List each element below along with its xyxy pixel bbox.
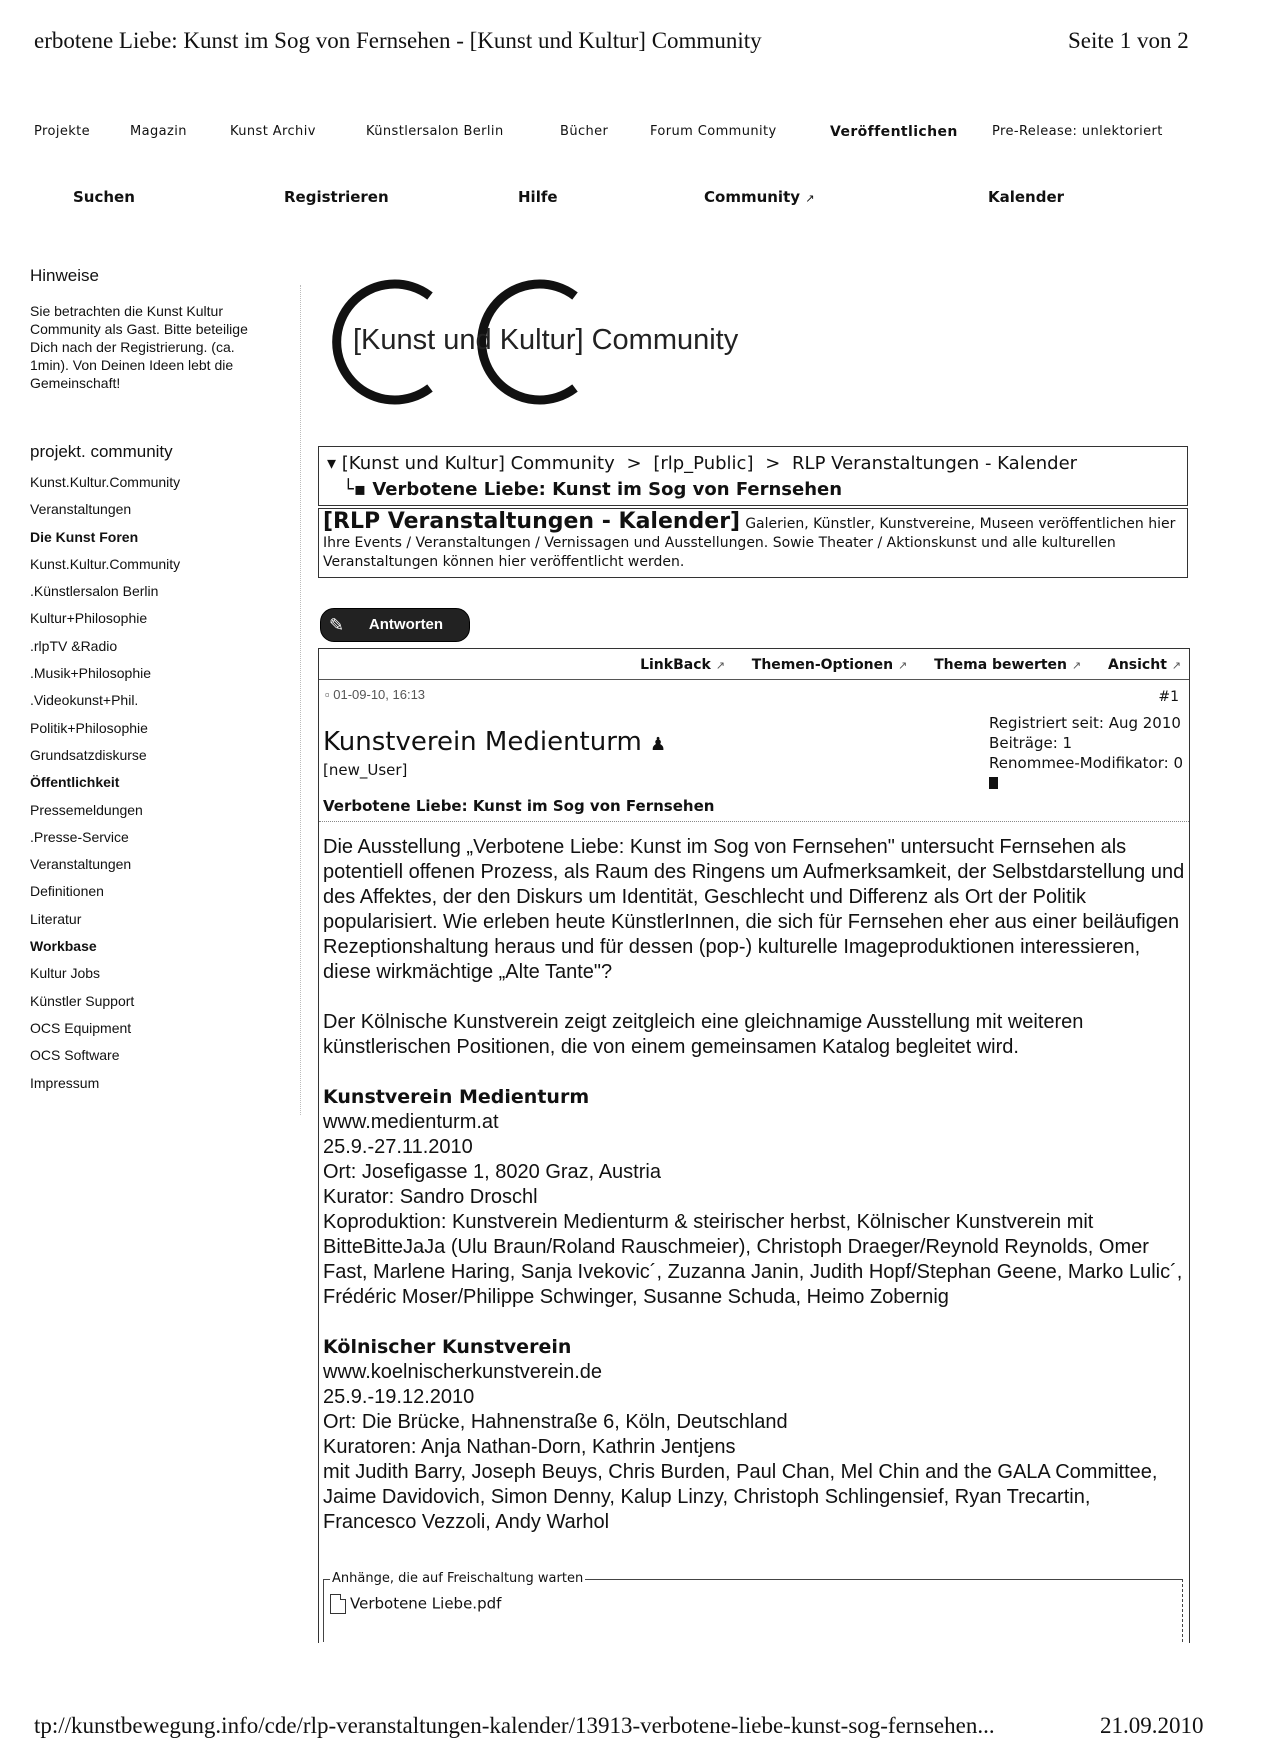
post-number-link[interactable]: #1 [1158,689,1179,705]
user-info [989,713,1183,789]
attachments-box [323,1571,1183,1642]
forum-title: [RLP Veranstaltungen - Kalender] [323,509,741,534]
divider [319,821,1189,822]
venue-link[interactable]: www.medienturm.at [323,1111,499,1133]
thread-title: Verbotene Liebe: Kunst im Sog von Fernsehen [372,479,843,500]
venue-artists: mit Judith Barry, Joseph Beuys, Chris Burden, Paul Chan, Mel Chin and the GALA Committee, Jaime Davidovich, Simon Denny, Kalup Linzy, Christoph Schlingensief, Ryan Trecartin, Francesco Vezzoli, Andy Warhol [323,1461,1158,1533]
nav-forum-community[interactable]: Forum Community [650,124,777,139]
linkback-menu[interactable]: LinkBack ↗ [640,657,725,673]
menu-arrow-icon: ↗ [805,192,815,205]
venue-place: Ort: Josefigasse 1, 8020 Graz, Austria [323,1161,661,1183]
print-footer-date: 21.09.2010 [1100,1713,1204,1738]
sidebar-list [30,472,300,1100]
post-icon: ▫ [325,687,330,702]
reputation-icon [989,777,998,789]
post-body [323,835,1185,1560]
sidebar [30,266,300,1100]
nav-community[interactable] [704,188,814,206]
sidebar-item[interactable]: OCS Equipment [30,1019,132,1036]
sidebar-item[interactable]: OCS Software [30,1047,120,1064]
breadcrumb-path [327,453,1077,474]
breadcrumb-current-thread [343,479,842,500]
breadcrumb-separator: > [765,453,781,474]
forum-home-icon: ▾ [327,453,337,474]
rate-thread-menu[interactable]: Thema bewerten ↗ [934,657,1082,673]
sidebar-item[interactable]: Pressemeldungen [30,801,143,818]
reply-button[interactable] [320,608,470,642]
venue-link[interactable]: www.koelnischerkunstverein.de [323,1361,603,1383]
sidebar-item[interactable]: .Künstlersalon Berlin [30,583,159,600]
sidebar-item[interactable]: .Musik+Philosophie [30,665,152,682]
sidebar-hint-title: Hinweise [30,266,99,285]
venue-artists: Koproduktion: Kunstverein Medienturm & steirischer herbst, Kölnischer Kunstverein mit BitteBitteJaJa (Ulu Braun/Roland Rauschmeier), Christoph Draeger/Reynold Reynolds, Omer Fast, Marlene Haring, Sanja Ivekovic´, Zuzanna Janin, Judith Hopf/Stephan Geene, Marko Lulic´, Frédéric Moser/Philippe Schwinger, Susanne Schuda, Heimo Zobernig [323,1211,1183,1308]
breadcrumb-separator: > [626,453,642,474]
post-paragraph: Die Ausstellung „Verbotene Liebe: Kunst im Sog von Fernsehen" untersucht Fernsehen als potentiell offenen Prozess, als Raum des Ringens um Aufmerksamkeit, der Selbstdarstellung und des Affektes, der den Diskurs um Identität, Geschlecht und Differenz als Ort der Politik popularisiert. Wie erleben heute KünstlerInnen, die sich für Fernsehen eher aus einer beiläufigen Rezeptionshaltung heraus und für dessen (pop-) kulturelle Imageproduktionen interessieren, diese wirkmächtige „Alte Tante"? [323,836,1185,983]
sidebar-item[interactable]: Impressum [30,1074,100,1091]
thread-icon: └▪ [343,479,367,500]
nav-veroeffentlichen[interactable]: Veröffentlichen [830,124,958,140]
reply-button-label: Antworten [368,616,444,633]
print-page-number: Seite 1 von 2 [1068,28,1189,53]
sidebar-item[interactable]: Politik+Philosophie [30,719,148,736]
post-paragraph: Der Kölnische Kunstverein zeigt zeitgleich eine gleichnamige Ausstellung mit weiteren künstlerischen Positionen, die von einem gemeinsamen Katalog begleitet wird. [323,1011,1084,1058]
post-author-name: Kunstverein Medienturm [323,727,642,757]
breadcrumb [318,446,1188,506]
venue-curator: Kurator: Sandro Droschl [323,1186,538,1208]
nav-pre-release[interactable]: Pre-Release: unlektoriert [992,124,1163,139]
nav-hilfe[interactable]: Hilfe [518,188,558,206]
sidebar-item[interactable]: .Videokunst+Phil. [30,692,139,709]
sidebar-item[interactable]: .rlpTV &Radio [30,637,118,654]
menu-arrow-icon: ↗ [1071,659,1082,672]
user-rank: [new_User] [323,761,408,779]
sidebar-nav-title: projekt. community [30,442,173,461]
sidebar-item[interactable]: Definitionen [30,883,104,900]
forum-description: Galerien, Künstler, Kunstvereine, Museen veröffentlichen hier Ihre Events / Veranstaltungen / Vernissagen und Ausstellungen. Sowie Theater / Aktionskunst und alle kulturellen Veranstaltungen können hier veröffentlicht werden. [323,516,1176,570]
menu-arrow-icon: ↗ [1171,659,1181,672]
sidebar-hint-text: Sie betrachten die Kunst Kultur Community als Gast. Bitte beteilige Dich nach der Registrierung. (ca. 1min). Von Deinen Ideen lebt die Gemeinschaft! [30,303,248,391]
pdf-file-icon [330,1594,346,1614]
sidebar-item[interactable]: Künstler Support [30,992,135,1009]
breadcrumb-item-home[interactable]: [Kunst und Kultur] Community [341,453,615,474]
thread-options-menu[interactable]: Themen-Optionen ↗ [751,657,908,673]
user-status-icon: ♟ [650,734,667,755]
nav-kalender[interactable]: Kalender [988,188,1065,206]
print-header-title: erbotene Liebe: Kunst im Sog von Fernsehen - [Kunst und Kultur] Community [34,28,762,53]
sidebar-item[interactable]: Veranstaltungen [30,501,132,518]
forum-info [318,508,1188,578]
venue-block [323,1335,1185,1535]
sidebar-item[interactable]: Kunst.Kultur.Community [30,474,181,490]
attachments-label: Anhänge, die auf Freischaltung warten [332,1571,584,1586]
sidebar-item[interactable]: Literatur [30,910,82,927]
pencil-icon: ✎ [329,615,345,635]
post-subject: Verbotene Liebe: Kunst im Sog von Fernsehen [323,797,715,815]
venue-curator: Kuratoren: Anja Nathan-Dorn, Kathrin Jentjens [323,1436,736,1458]
sidebar-item[interactable]: Die Kunst Foren [30,528,139,545]
post-author[interactable] [323,727,666,757]
logo-text: [Kunst und Kultur] Community [353,324,739,356]
venue-dates: 25.9.-19.12.2010 [323,1386,475,1408]
thread-tools [618,657,1181,673]
post-date [325,687,425,702]
sidebar-item[interactable]: Öffentlichkeit [30,774,120,791]
venue-dates: 25.9.-27.11.2010 [323,1136,473,1158]
menu-arrow-icon: ↗ [898,659,908,672]
nav-community-label: Community [704,188,801,206]
venue-name: Kölnischer Kunstverein [323,1336,572,1358]
nav-magazin[interactable]: Magazin [130,124,187,139]
breadcrumb-item-rlp-public[interactable]: [rlp_Public] [653,453,754,474]
nav-projekte[interactable]: Projekte [34,124,91,139]
nav-registrieren[interactable]: Registrieren [284,188,389,206]
breadcrumb-item-kalender[interactable]: RLP Veranstaltungen - Kalender [792,453,1078,474]
sidebar-item[interactable]: Kultur Jobs [30,965,101,982]
menu-arrow-icon: ↗ [715,659,725,672]
sidebar-item[interactable]: Veranstaltungen [30,856,132,873]
user-registered: Registriert seit: Aug 2010 [989,714,1181,732]
nav-kunst-archiv[interactable]: Kunst Archiv [230,124,316,139]
user-reputation: Renommee-Modifikator: 0 [989,754,1183,772]
sidebar-item[interactable]: .Presse-Service [30,828,129,845]
nav-buecher[interactable]: Bücher [560,124,609,139]
venue-place: Ort: Die Brücke, Hahnenstraße 6, Köln, Deutschland [323,1411,788,1433]
venue-name: Kunstverein Medienturm [323,1086,590,1108]
attachment-link[interactable] [330,1594,501,1614]
divider [319,679,1189,680]
post-date-text: 01-09-10, 16:13 [333,687,426,702]
print-footer-url: tp://kunstbewegung.info/cde/rlp-veranstaltungen-kalender/13913-verbotene-liebe-kunst-sog-fernsehen... [34,1713,995,1738]
sidebar-item[interactable]: Kunst.Kultur.Community [30,555,181,572]
sidebar-item[interactable]: Workbase [30,938,97,955]
column-divider [300,285,301,1115]
venue-block [323,1085,1185,1310]
post [318,648,1190,1643]
user-post-count: Beiträge: 1 [989,734,1073,752]
attachment-filename: Verbotene Liebe.pdf [350,1594,502,1613]
sidebar-item[interactable]: Grundsatzdiskurse [30,746,147,763]
nav-suchen[interactable]: Suchen [73,188,135,206]
sidebar-item[interactable]: Kultur+Philosophie [30,610,148,627]
display-mode-menu[interactable]: Ansicht ↗ [1108,657,1181,673]
site-logo[interactable] [305,272,765,412]
nav-kuenstlersalon[interactable]: Künstlersalon Berlin [366,124,504,139]
